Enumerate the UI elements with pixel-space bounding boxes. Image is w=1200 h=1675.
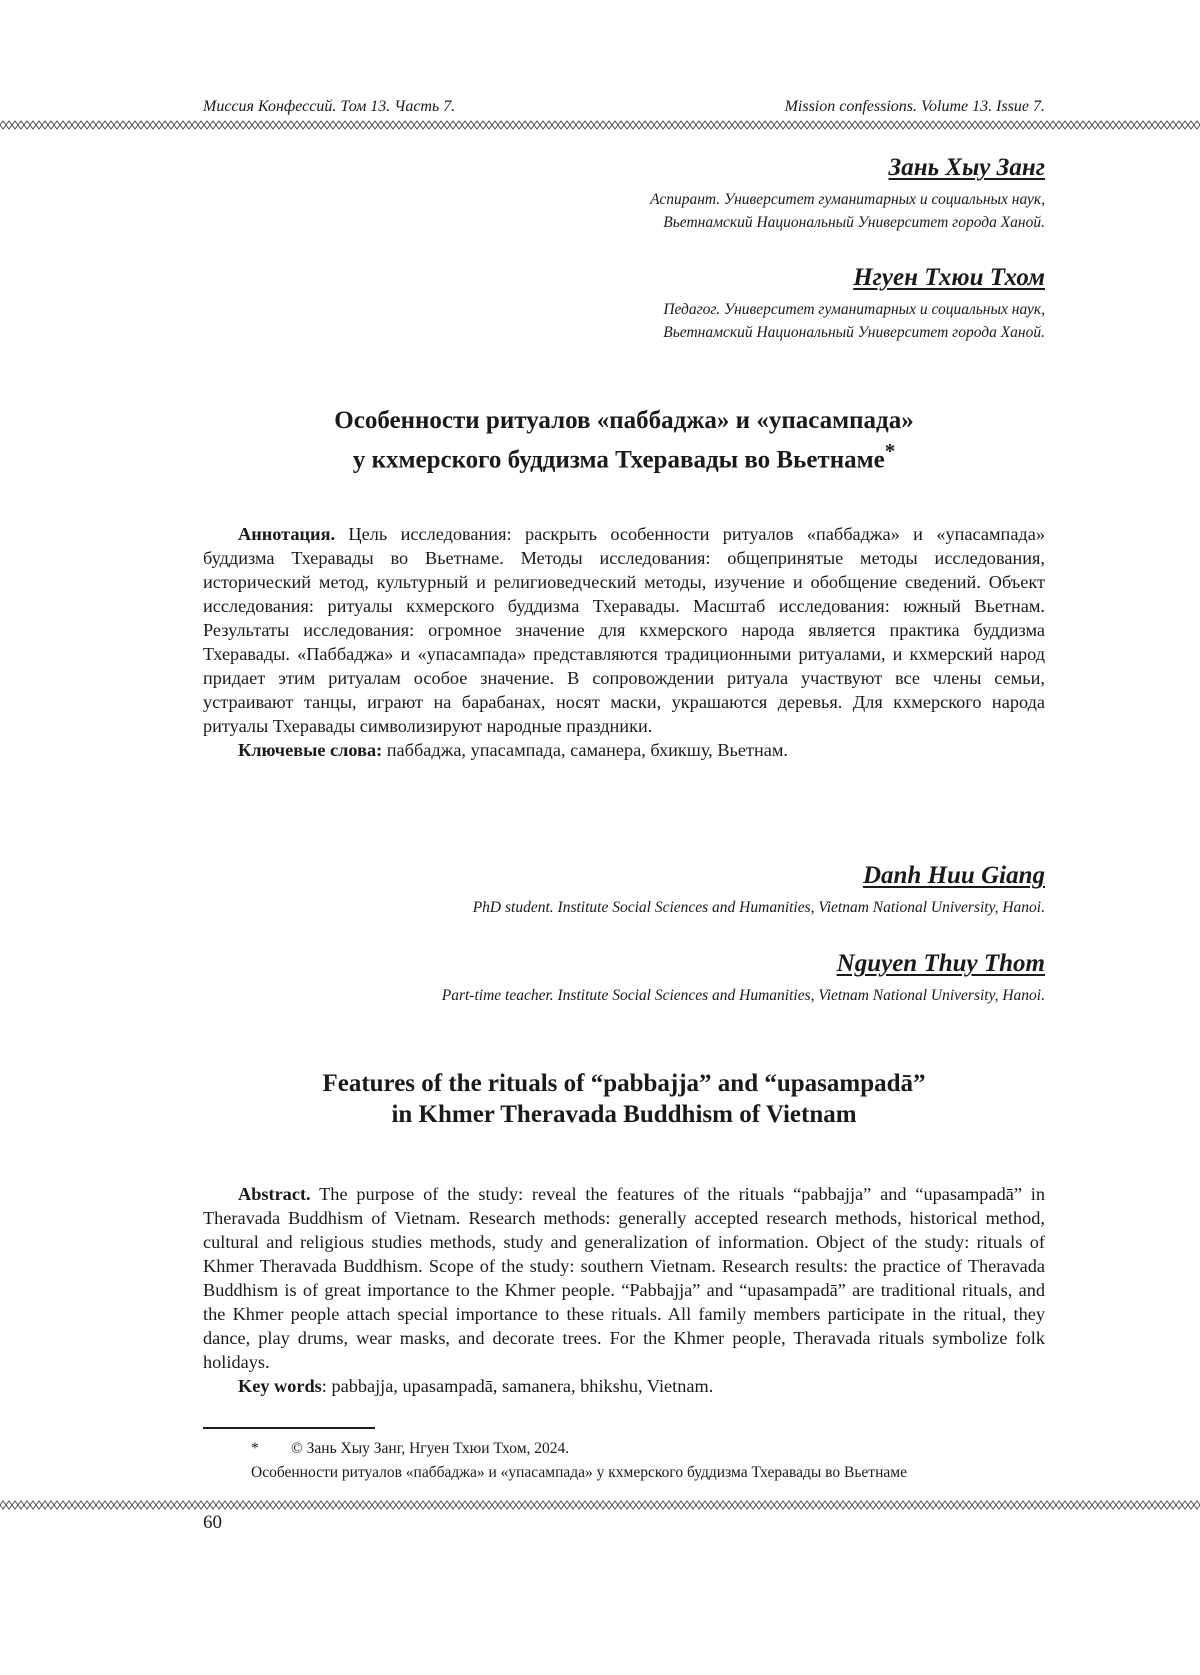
- abstract-paragraph: [203, 522, 1045, 738]
- affiliation-line: Вьетнамский Национальный Университет города Ханой.: [663, 214, 1045, 231]
- keywords-text: : pabbajja, upasampadā, samanera, bhikshu, Vietnam.: [321, 1376, 714, 1396]
- title-line: Особенности ритуалов «паббаджа» и «упасампада»: [334, 407, 914, 434]
- author-name: Зань Хыу Занг: [888, 154, 1045, 181]
- footnote: [203, 1437, 1045, 1485]
- author-ru-2: [663, 264, 1045, 344]
- author-affiliation: PhD student. Institute Social Sciences and Humanities, Vietnam National University, Hanoi.: [472, 899, 1045, 916]
- keywords-label: Ключевые слова:: [238, 740, 383, 760]
- abstract-text: The purpose of the study: reveal the features of the rituals “pabbajja” and “upasampadā” in Theravada Buddhism of Vietnam. Research methods: generally accepted research methods, historical method, cultural and religious studies methods, study and generalization of information. Object of the study: rituals of Khmer Theravada Buddhism. Scope of the study: southern Vietnam. Research results: the practice of Theravada Buddhism is of great importance to the Khmer people. “Pabbajja” and “upasampadā” are traditional rituals, and the Khmer people attach special importance to these rituals. All family members participate in the ritual, they dance, play drums, wear masks, and decorate trees. For the Khmer people, Theravada rituals symbolize folk holidays.: [203, 1184, 1045, 1372]
- author-affiliation: [650, 188, 1045, 234]
- article-title-ru: [203, 405, 1045, 475]
- title-line: [203, 436, 1045, 475]
- abstract-ru: [203, 522, 1045, 762]
- affiliation-line: Аспирант. Университет гуманитарных и социальных наук,: [650, 191, 1045, 208]
- title-line-text: у кхмерского буддизма Тхеравады во Вьетнаме: [352, 446, 885, 474]
- decorative-border-bottom: [0, 1500, 1200, 1510]
- author-ru-1: [650, 154, 1045, 234]
- author-en-2: [442, 950, 1045, 1007]
- abstract-label: Abstract.: [238, 1184, 311, 1204]
- decorative-border-top: [0, 120, 1200, 130]
- keywords-label: Key words: [238, 1376, 322, 1396]
- keywords-text: паббаджа, упасампада, саманера, бхикшу, Вьетнам.: [382, 740, 788, 760]
- author-affiliation: [663, 298, 1045, 344]
- title-line: in Khmer Theravada Buddhism of Vietnam: [391, 1101, 857, 1128]
- author-affiliation: Part-time teacher. Institute Social Sciences and Humanities, Vietnam National University, Hanoi.: [441, 987, 1045, 1004]
- abstract-text: Цель исследования: раскрыть особенности ритуалов «паббаджа» и «упасампада» буддизма Тхеравады во Вьетнаме. Методы исследования: общепринятые методы исследования, исторический метод, культурный и религиоведческий методы, изучение и обобщение сведений. Объект исследования: ритуалы кхмерского буддизма Тхеравады. Масштаб исследования: южный Вьетнам. Результаты исследования: огромное значение для кхмерского народа является практика буддизма Тхеравады. «Паббаджа» и «упасампада» представляются традиционными ритуалами, и кхмерский народ придает этим ритуалам особое значение. В сопровождении ритуала участвуют все члены семьи, устраивают танцы, играют на барабанах, носят маски, украшаются деревья. Для кхмерского народа ритуалы Тхеравады символизируют народные праздники.: [203, 524, 1045, 736]
- keywords-paragraph: [203, 738, 1045, 762]
- author-name: Danh Huu Giang: [862, 862, 1045, 889]
- running-head: [203, 98, 1045, 120]
- author-name: Нгуен Тхюи Тхом: [853, 264, 1045, 291]
- abstract-label: Аннотация.: [238, 524, 336, 544]
- abstract-en: [203, 1182, 1045, 1398]
- page-number: 60: [203, 1512, 222, 1533]
- footnote-mark[interactable]: *: [884, 439, 896, 463]
- abstract-paragraph: [203, 1182, 1045, 1374]
- journal-title-ru: Миссия Конфессий. Том 13. Часть 7.: [203, 98, 456, 115]
- footnote-copyright: © Зань Хыу Занг, Нгуен Тхюи Тхом, 2024.: [291, 1440, 570, 1457]
- author-name: Nguyen Thuy Thom: [836, 950, 1045, 977]
- footnote-rule: [203, 1427, 375, 1429]
- article-title-en: [203, 1068, 1045, 1130]
- journal-title-en: Mission confessions. Volume 13. Issue 7.: [784, 98, 1045, 115]
- affiliation-line: Вьетнамский Национальный Университет города Ханой.: [663, 324, 1045, 341]
- affiliation-line: Педагог. Университет гуманитарных и социальных наук,: [663, 301, 1045, 318]
- footnote-citation: Особенности ритуалов «паббаджа» и «упасампада» у кхмерского буддизма Тхеравады во Вьетнаме: [251, 1464, 907, 1481]
- author-en-1: [473, 862, 1045, 919]
- title-line: Features of the rituals of “pabbajja” and “upasampadā”: [322, 1070, 926, 1097]
- keywords-paragraph: [203, 1374, 1045, 1398]
- footnote-line: [203, 1437, 1045, 1461]
- footnote-mark: *: [251, 1440, 259, 1457]
